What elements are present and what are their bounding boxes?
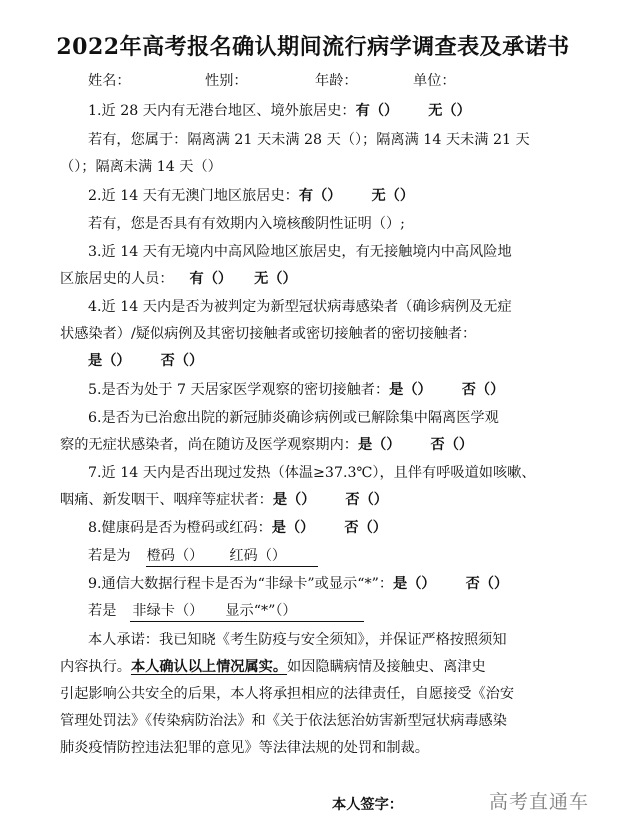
question-9-sub	[88, 602, 297, 620]
q7-yes-option[interactable]: 是（）	[272, 492, 316, 508]
question-9	[88, 575, 508, 593]
pledge-line2a: 内容执行。	[60, 659, 131, 675]
q6-yes-option[interactable]: 是（）	[357, 437, 401, 453]
q3-yes-option[interactable]: 有（）	[189, 271, 233, 287]
question-5-text: 5.是否为处于 7 天居家医学观察的密切接触者：	[88, 382, 390, 398]
question-1-sub-line1: 若有，您属于：隔离满 21 天未满 28 天（）；隔离满 14 天未满 21 天	[88, 132, 530, 148]
q1-yes-option[interactable]: 有（）	[355, 103, 399, 119]
question-8	[88, 519, 387, 537]
question-2	[88, 187, 414, 205]
q9-sub-prefix: 若是	[88, 603, 117, 619]
q8-red-option[interactable]: 红码（）	[229, 548, 287, 564]
q6-no-option[interactable]: 否（）	[430, 437, 474, 453]
q7-no-option[interactable]: 否（）	[345, 492, 388, 508]
pledge-line2c: 如因隐瞒病情及接触史、离津史	[287, 659, 486, 675]
question-7	[60, 491, 388, 509]
gender-field[interactable]: 性别：	[205, 73, 248, 89]
question-9-text: 9.通信大数据行程卡是否为“非绿卡”或显示“*”：	[88, 576, 394, 592]
q9-star-option[interactable]: 显示“*”（）	[225, 603, 297, 619]
question-2-sub: 若有，您是否具有有效期内入境核酸阴性证明（）;	[88, 216, 405, 232]
question-3	[60, 270, 297, 288]
pledge-line4: 管理处罚法》《传染病防治法》和《关于依法惩治妨害新型冠状病毒感染	[60, 713, 507, 729]
age-field[interactable]: 年龄：	[315, 73, 358, 89]
question-2-text: 2.近 14 天有无澳门地区旅居史：	[88, 188, 299, 204]
pledge-line2	[60, 658, 486, 676]
question-6	[60, 436, 473, 454]
question-8-sub	[88, 547, 286, 565]
name-field[interactable]: 姓名：	[88, 73, 131, 89]
question-7-line1: 7.近 14 天内是否出现过发热（体温≥37.3℃），且伴有呼吸道如咳嗽、	[88, 465, 536, 481]
q8-underline	[146, 566, 318, 567]
pledge-line1: 本人承诺：我已知晓《考生防疫与安全须知》，并保证严格按照须知	[88, 632, 507, 648]
q5-yes-option[interactable]: 是（）	[389, 382, 432, 398]
question-3-line2: 区旅居史的人员：	[60, 271, 174, 287]
question-4-options	[88, 352, 203, 370]
question-5	[88, 381, 504, 399]
q8-yes-option[interactable]: 是（）	[271, 520, 315, 536]
question-1-sub-line2: （）；隔离未满 14 天（）	[60, 159, 222, 175]
q9-underline	[130, 621, 364, 622]
q3-no-option[interactable]: 无（）	[254, 271, 297, 287]
q4-no-option[interactable]: 否（）	[160, 353, 204, 369]
page-title: 2022年高考报名确认期间流行病学调查表及承诺书	[56, 34, 570, 60]
question-6-line2: 察的无症状感染者，尚在随访及医学观察期内：	[60, 437, 358, 453]
question-4-line2: 状感染者）/疑似病例及其密切接触者或密切接触者的密切接触者：	[60, 326, 477, 342]
q2-yes-option[interactable]: 有（）	[298, 188, 342, 204]
question-8-text: 8.健康码是否为橙码或红码：	[88, 520, 272, 536]
pledge-confirmation: 本人确认以上情况属实。	[130, 659, 288, 675]
pledge-line5: 肺炎疫情防控违法犯罪的意见》等法律法规的处罚和制裁。	[60, 740, 429, 756]
question-4-line1: 4.近 14 天内是否为被判定为新型冠状病毒感染者（确诊病例及无症	[88, 299, 512, 315]
q9-yes-option[interactable]: 是（）	[393, 576, 436, 592]
q4-yes-option[interactable]: 是（）	[88, 353, 131, 369]
q8-sub-prefix: 若是为	[88, 548, 131, 564]
q9-no-option[interactable]: 否（）	[465, 576, 509, 592]
q8-no-option[interactable]: 否（）	[344, 520, 387, 536]
question-1-text: 1.近 28 天内有无港台地区、境外旅居史：	[88, 103, 356, 119]
q9-nongreen-option[interactable]: 非绿卡（）	[132, 603, 204, 619]
q1-no-option[interactable]: 无（）	[428, 103, 471, 119]
q8-orange-option[interactable]: 橙码（）	[146, 548, 204, 564]
unit-field[interactable]: 单位：	[413, 73, 456, 89]
signature-field[interactable]: 本人签字：	[332, 797, 403, 813]
q5-no-option[interactable]: 否（）	[461, 382, 505, 398]
pledge-line3: 引起影响公共安全的后果，本人将承担相应的法律责任，自愿接受《治安	[60, 686, 515, 702]
question-7-line2: 咽痛、新发咽干、咽痒等症状者：	[60, 492, 273, 508]
q2-no-option[interactable]: 无（）	[371, 188, 415, 204]
question-6-line1: 6.是否为已治愈出院的新冠肺炎确诊病例或已解除集中隔离医学观	[88, 410, 499, 426]
watermark: 高考直通车	[489, 791, 590, 813]
question-1	[88, 102, 471, 120]
question-3-line1: 3.近 14 天有无境内中高风险地区旅居史，有无接触境内中高风险地	[88, 244, 512, 260]
